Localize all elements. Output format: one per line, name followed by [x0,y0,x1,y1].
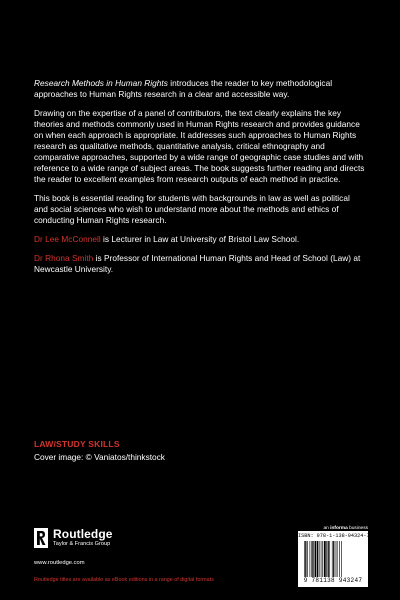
publisher-logo [34,527,144,555]
informa-suffix: business [347,526,368,531]
book-title: Research Methods in Human Rights [34,78,168,88]
subject-category: LAW/STUDY SKILLS [34,439,120,449]
cover-image-credit: Cover image: © Vaniatos/thinkstock [34,452,165,462]
intro-text: introduces the reader to key methodological approaches to Human Rights research in a clear and accessible way. [34,78,333,99]
author-bio-1 [34,234,365,245]
author-bio-2 [34,253,365,275]
blurb-paragraph-intro [34,78,365,100]
barcode-icon [304,541,362,577]
barcode-digits: 9 781138 943247 [303,577,363,584]
ebook-note: Routledge titles are available as eBook editions in a range of digital formats [34,577,214,583]
author-name-1: Dr Lee McConnell [34,234,101,244]
routledge-logo-icon [34,528,48,548]
informa-prefix: an [323,526,331,531]
publisher-tagline: Taylor & Francis Group [53,541,111,547]
barcode-panel [298,531,368,587]
isbn-label: ISBN: 978-1-138-94324-7 [298,533,370,539]
blurb-paragraph-description: Drawing on the expertise of a panel of contributors, the text clearly explains the key theories and methods commonly used in Human Rights research and provides guidance on when each approach is appropriate. It addresses such approaches to Human Rights research as qualitative methods, quantitative analysis, critical ethnography and comparative approaches, supported by a wide range of geographic case studies and with reference to a wide range of subject areas. The book suggests further reading and directs the reader to excellent examples from research outputs of each method in practice. [34,108,365,184]
author-bio-text-1: is Lecturer in Law at University of Bristol Law School. [100,234,300,244]
author-name-2: Dr Rhona Smith [34,253,94,263]
publisher-website[interactable]: www.routledge.com [34,560,85,566]
publisher-name: Routledge [53,527,113,541]
informa-brand: informa [330,526,348,531]
blurb [34,78,365,283]
blurb-paragraph-audience: This book is essential reading for students with backgrounds in law as well as political and social sciences who wish to understand more about the methods and ethics of conducting Human Rights research. [34,193,350,225]
author-bio-text-2: is Professor of International Human Rights and Head of School (Law) at Newcastle University. [34,253,361,274]
